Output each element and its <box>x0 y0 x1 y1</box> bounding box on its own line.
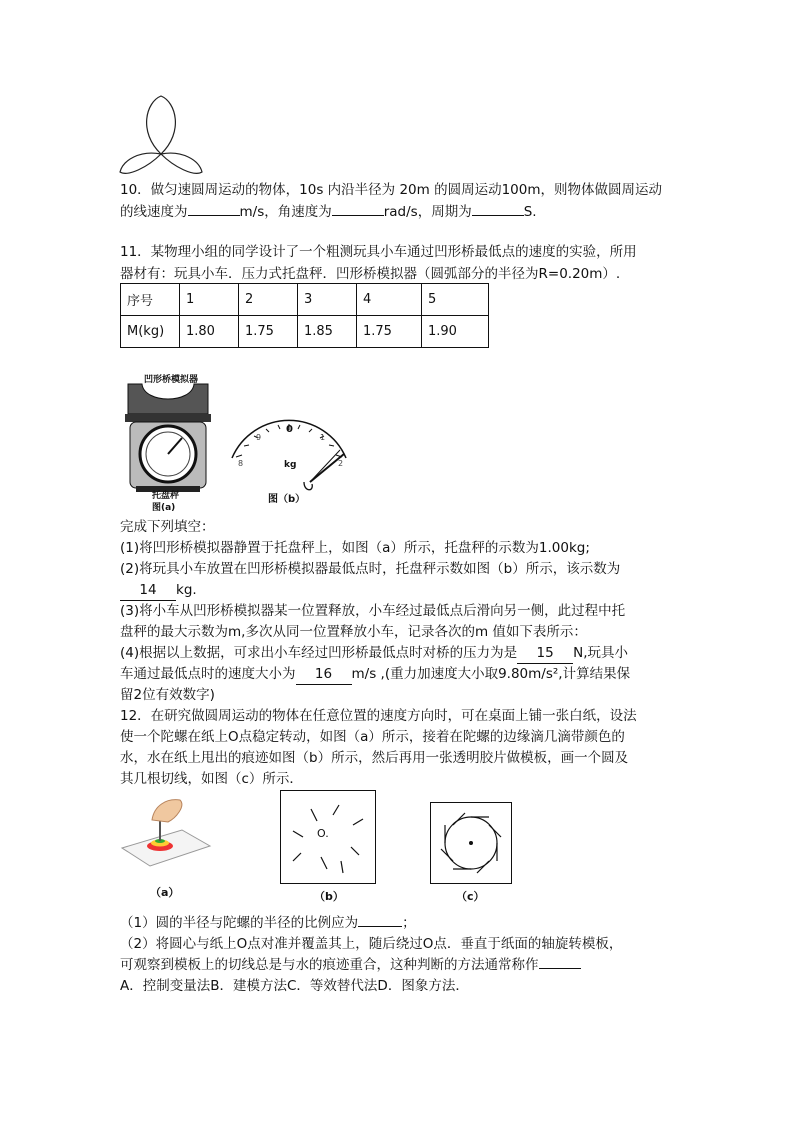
q11-part3-line1: (3)将小车从凹形桥模拟器某一位置释放，小车经过最低点后滑向另一侧，此过程中托 <box>120 603 626 619</box>
q11-part2-line2: 14 kg. <box>120 580 197 601</box>
q11-figure-b <box>218 410 360 506</box>
table-cell: 1.80 <box>180 316 239 348</box>
q12-line3: 水，水在纸上甩出的痕迹如图（b）所示，然后再用一张透明胶片做模板，画一个圆及 <box>120 750 629 766</box>
figure-a-caption: 图(a) <box>152 503 176 513</box>
q12-line2: 使一个陀螺在纸上O点稳定转动，如图（a）所示，接着在陀螺的边缘滴几滴带颜色的 <box>120 729 625 745</box>
table-cell: 5 <box>422 284 489 316</box>
q11-part3-line2: 盘秤的最大示数为m,多次从同一位置释放小车，记录各次的m 值如下表所示： <box>120 624 587 640</box>
q12-options: A．控制变量法B．建模方法C．等效替代法D．图象方法． <box>120 978 469 994</box>
q12-sub1: （1）圆的半径与陀螺的半径的比例应为 ； <box>120 915 416 931</box>
table-cell: 4 <box>357 284 422 316</box>
q11-line1: 11．某物理小组的同学设计了一个粗测玩具小车通过凹形桥最低点的速度的实验，所用 <box>120 244 637 260</box>
table-cell: 1.75 <box>357 316 422 348</box>
q12-blank-ratio[interactable] <box>358 926 402 927</box>
q11-part2-line1: (2)将玩具小车放置在凹形桥模拟器最低点时，托盘秤示数如图（b）所示，该示数为 <box>120 561 621 577</box>
q12-figure-c <box>430 802 512 884</box>
q11-part1: (1)将凹形桥模拟器静置于托盘秤上，如图（a）所示，托盘秤的示数为1.00kg; <box>120 540 590 556</box>
q11-figure-a <box>122 372 214 514</box>
table-cell: 1.75 <box>239 316 298 348</box>
table-cell: M(kg) <box>121 316 180 348</box>
q11-part4-line3: 留2位有效数字) <box>120 687 215 703</box>
q11-answer-2[interactable]: 14 <box>120 580 176 601</box>
table-row <box>121 284 489 316</box>
dial-unit-label: kg <box>284 460 297 470</box>
table-cell: 3 <box>298 284 357 316</box>
spinning-top-photo <box>120 796 212 868</box>
bridge-scale-drawing <box>122 382 214 494</box>
q12-figure-b <box>280 790 376 884</box>
figure-b-center-label: O. <box>317 827 329 840</box>
q12-figure-c-caption: （c） <box>456 890 485 903</box>
svg-text:8: 8 <box>238 459 244 468</box>
q10-line2: 的线速度为 m/s，角速度为 rad/s，周期为 S. <box>120 204 537 220</box>
svg-text:1: 1 <box>320 433 326 442</box>
q11-answer-speed[interactable]: 16 <box>296 664 352 685</box>
q12-line1: 12．在研究做圆周运动的物体在任意位置的速度方向时，可在桌面上铺一张白纸，设法 <box>120 708 637 724</box>
q11-data-table <box>120 283 489 348</box>
q10-blank-period[interactable] <box>472 215 524 216</box>
table-row <box>121 316 489 348</box>
q10-line1: 10．做匀速圆周运动的物体，10s 内沿半径为 20m 的圆周运动100m，则物体做圆周运动 <box>120 182 663 198</box>
q12-sub2-line1: （2）将圆心与纸上O点对准并覆盖其上，随后绕过O点．垂直于纸面的轴旋转模板， <box>120 936 623 952</box>
q12-blank-method[interactable] <box>539 968 581 969</box>
table-cell: 2 <box>239 284 298 316</box>
svg-text:2: 2 <box>338 459 344 468</box>
three-petal-figure <box>118 92 204 178</box>
table-cell: 序号 <box>121 284 180 316</box>
q12-line4: 其几根切线，如图（c）所示． <box>120 771 303 787</box>
table-cell: 1.85 <box>298 316 357 348</box>
q11-line2: 器材有：玩具小车．压力式托盘秤．凹形桥模拟器（圆弧部分的半径为R=0.20m）. <box>120 266 621 282</box>
q10-blank-speed[interactable] <box>188 215 240 216</box>
q10-blank-angular[interactable] <box>332 215 384 216</box>
dial-zero-label: 0 <box>286 424 293 435</box>
q12-figure-b-caption: （b） <box>314 890 344 903</box>
circle-tangent-template <box>431 803 511 883</box>
q11-part4-line2: 车通过最低点时的速度大小为 16 m/s ,(重力加速度大小取9.80m/s²,计算结果保 <box>120 664 630 685</box>
svg-text:9: 9 <box>256 433 262 442</box>
q12-figure-a-caption: （a） <box>150 886 180 899</box>
q11-prompt: 完成下列填空： <box>120 519 215 535</box>
figure-b-caption: 图（b） <box>268 494 306 505</box>
table-cell: 1 <box>180 284 239 316</box>
q11-answer-force[interactable]: 15 <box>517 643 573 664</box>
figure-a-title: 凹形桥模拟器 <box>144 375 199 385</box>
table-cell: 1.90 <box>422 316 489 348</box>
q12-sub2-line2: 可观察到模板上的切线总是与水的痕迹重合，这种判断的方法通常称作 <box>120 955 581 975</box>
figure-a-scale-label: 托盘秤 <box>152 491 180 501</box>
q11-part4-line1: (4)根据以上数据，可求出小车经过凹形桥最低点时对桥的压力为是 15 N,玩具小 <box>120 643 628 664</box>
